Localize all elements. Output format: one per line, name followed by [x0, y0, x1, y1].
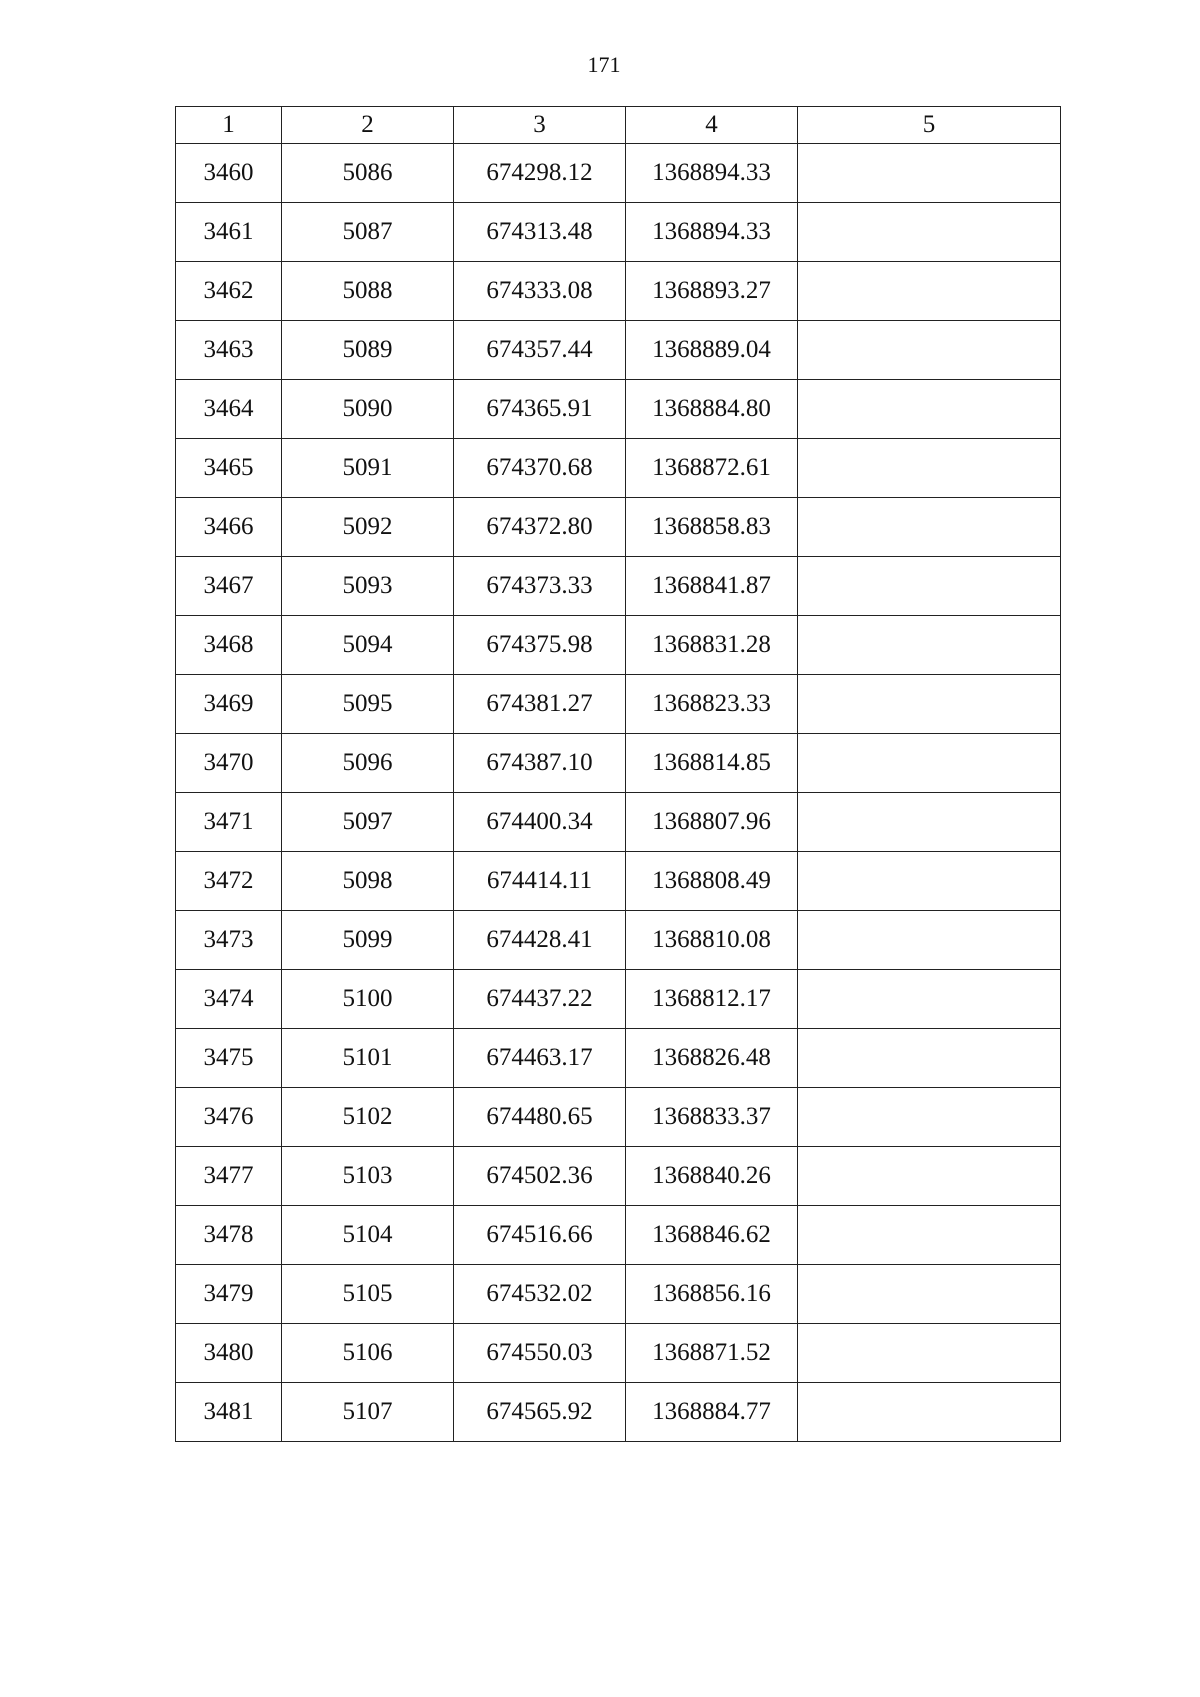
table-cell-col-3: 674565.92: [454, 1383, 626, 1442]
table-cell-col-2: 5092: [282, 498, 454, 557]
table-cell-col-1: 3467: [176, 557, 282, 616]
table-cell-col-2: 5097: [282, 793, 454, 852]
table-row: [176, 1383, 1061, 1442]
table-cell-col-3: 674437.22: [454, 970, 626, 1029]
table-cell-col-5: [798, 616, 1061, 675]
table-cell-col-3: 674375.98: [454, 616, 626, 675]
table-row: [176, 852, 1061, 911]
table-row: [176, 380, 1061, 439]
table-cell-col-5: [798, 675, 1061, 734]
table-cell-col-1: 3473: [176, 911, 282, 970]
table-cell-col-2: 5105: [282, 1265, 454, 1324]
table-cell-col-3: 674298.12: [454, 144, 626, 203]
table-cell-col-5: [798, 1029, 1061, 1088]
table-cell-col-3: 674480.65: [454, 1088, 626, 1147]
table-row: [176, 1088, 1061, 1147]
table-cell-col-5: [798, 380, 1061, 439]
table-cell-col-4: 1368833.37: [626, 1088, 798, 1147]
table-cell-col-1: 3463: [176, 321, 282, 380]
table-cell-col-2: 5107: [282, 1383, 454, 1442]
table-cell-col-4: 1368807.96: [626, 793, 798, 852]
table-cell-col-1: 3470: [176, 734, 282, 793]
header-cell-3: 3: [454, 107, 626, 144]
table-cell-col-1: 3481: [176, 1383, 282, 1442]
table-row: [176, 321, 1061, 380]
table-cell-col-3: 674365.91: [454, 380, 626, 439]
table-cell-col-1: 3480: [176, 1324, 282, 1383]
table-cell-col-1: 3471: [176, 793, 282, 852]
table-cell-col-1: 3475: [176, 1029, 282, 1088]
table-cell-col-3: 674550.03: [454, 1324, 626, 1383]
table-row: [176, 1265, 1061, 1324]
table-cell-col-5: [798, 203, 1061, 262]
table-cell-col-5: [798, 911, 1061, 970]
table-cell-col-2: 5098: [282, 852, 454, 911]
table-cell-col-2: 5093: [282, 557, 454, 616]
table-cell-col-1: 3466: [176, 498, 282, 557]
table-cell-col-4: 1368826.48: [626, 1029, 798, 1088]
table-row: [176, 675, 1061, 734]
table-cell-col-4: 1368858.83: [626, 498, 798, 557]
table-cell-col-4: 1368814.85: [626, 734, 798, 793]
coordinates-table: [175, 106, 1061, 1442]
table-cell-col-5: [798, 321, 1061, 380]
header-cell-5: 5: [798, 107, 1061, 144]
table-cell-col-4: 1368894.33: [626, 144, 798, 203]
table-cell-col-5: [798, 1265, 1061, 1324]
table-row: [176, 1206, 1061, 1265]
table-cell-col-3: 674357.44: [454, 321, 626, 380]
table-cell-col-5: [798, 144, 1061, 203]
table-cell-col-3: 674381.27: [454, 675, 626, 734]
table-cell-col-3: 674372.80: [454, 498, 626, 557]
table-cell-col-2: 5102: [282, 1088, 454, 1147]
table-cell-col-1: 3479: [176, 1265, 282, 1324]
table-cell-col-4: 1368840.26: [626, 1147, 798, 1206]
table-cell-col-4: 1368810.08: [626, 911, 798, 970]
table-row: [176, 1324, 1061, 1383]
table-cell-col-2: 5096: [282, 734, 454, 793]
table-cell-col-4: 1368841.87: [626, 557, 798, 616]
table-cell-col-2: 5106: [282, 1324, 454, 1383]
table-cell-col-5: [798, 557, 1061, 616]
table-cell-col-3: 674313.48: [454, 203, 626, 262]
table-cell-col-1: 3477: [176, 1147, 282, 1206]
table-cell-col-1: 3462: [176, 262, 282, 321]
table-cell-col-4: 1368823.33: [626, 675, 798, 734]
table-cell-col-5: [798, 439, 1061, 498]
table-cell-col-3: 674370.68: [454, 439, 626, 498]
table-cell-col-3: 674463.17: [454, 1029, 626, 1088]
header-cell-2: 2: [282, 107, 454, 144]
table-cell-col-4: 1368871.52: [626, 1324, 798, 1383]
table-cell-col-3: 674516.66: [454, 1206, 626, 1265]
table-cell-col-3: 674428.41: [454, 911, 626, 970]
table-row: [176, 203, 1061, 262]
table-cell-col-1: 3474: [176, 970, 282, 1029]
table-header: [176, 107, 1061, 144]
table-cell-col-2: 5088: [282, 262, 454, 321]
table-cell-col-1: 3478: [176, 1206, 282, 1265]
table-body: [176, 144, 1061, 1442]
table-cell-col-2: 5094: [282, 616, 454, 675]
table-cell-col-1: 3464: [176, 380, 282, 439]
table-cell-col-5: [798, 1088, 1061, 1147]
table-cell-col-4: 1368884.80: [626, 380, 798, 439]
table-cell-col-5: [798, 498, 1061, 557]
table-row: [176, 498, 1061, 557]
table-cell-col-1: 3472: [176, 852, 282, 911]
header-cell-4: 4: [626, 107, 798, 144]
table-cell-col-1: 3465: [176, 439, 282, 498]
table-cell-col-5: [798, 1206, 1061, 1265]
table-cell-col-1: 3460: [176, 144, 282, 203]
table-cell-col-3: 674387.10: [454, 734, 626, 793]
table-row: [176, 262, 1061, 321]
header-cell-1: 1: [176, 107, 282, 144]
table-cell-col-5: [798, 262, 1061, 321]
table-row: [176, 557, 1061, 616]
table-cell-col-1: 3476: [176, 1088, 282, 1147]
page-number: 171: [587, 52, 621, 77]
table-cell-col-4: 1368893.27: [626, 262, 798, 321]
table-cell-col-2: 5103: [282, 1147, 454, 1206]
table-row: [176, 616, 1061, 675]
table-cell-col-2: 5104: [282, 1206, 454, 1265]
table-cell-col-5: [798, 852, 1061, 911]
table-cell-col-3: 674333.08: [454, 262, 626, 321]
table-cell-col-1: 3468: [176, 616, 282, 675]
table-row: [176, 793, 1061, 852]
table-cell-col-2: 5101: [282, 1029, 454, 1088]
table-cell-col-1: 3461: [176, 203, 282, 262]
table-cell-col-3: 674532.02: [454, 1265, 626, 1324]
table-cell-col-5: [798, 1324, 1061, 1383]
table-cell-col-2: 5090: [282, 380, 454, 439]
table-cell-col-2: 5091: [282, 439, 454, 498]
table-cell-col-4: 1368856.16: [626, 1265, 798, 1324]
table-cell-col-5: [798, 970, 1061, 1029]
table-cell-col-4: 1368872.61: [626, 439, 798, 498]
table-cell-col-5: [798, 734, 1061, 793]
table-cell-col-4: 1368831.28: [626, 616, 798, 675]
table-cell-col-3: 674502.36: [454, 1147, 626, 1206]
table-cell-col-4: 1368846.62: [626, 1206, 798, 1265]
table-cell-col-3: 674373.33: [454, 557, 626, 616]
table-cell-col-2: 5100: [282, 970, 454, 1029]
table-cell-col-5: [798, 1383, 1061, 1442]
table-cell-col-2: 5099: [282, 911, 454, 970]
table-cell-col-4: 1368812.17: [626, 970, 798, 1029]
table-cell-col-4: 1368894.33: [626, 203, 798, 262]
table-cell-col-4: 1368884.77: [626, 1383, 798, 1442]
table-row: [176, 439, 1061, 498]
table-row: [176, 911, 1061, 970]
table-cell-col-2: 5087: [282, 203, 454, 262]
table-row: [176, 144, 1061, 203]
table-cell-col-2: 5089: [282, 321, 454, 380]
table-cell-col-2: 5086: [282, 144, 454, 203]
table-cell-col-3: 674400.34: [454, 793, 626, 852]
table-cell-col-3: 674414.11: [454, 852, 626, 911]
header-row: [176, 107, 1061, 144]
table-row: [176, 970, 1061, 1029]
table-cell-col-4: 1368889.04: [626, 321, 798, 380]
table-cell-col-4: 1368808.49: [626, 852, 798, 911]
table-row: [176, 1029, 1061, 1088]
table-row: [176, 1147, 1061, 1206]
table-cell-col-5: [798, 793, 1061, 852]
table-cell-col-2: 5095: [282, 675, 454, 734]
table-cell-col-5: [798, 1147, 1061, 1206]
table-row: [176, 734, 1061, 793]
table-cell-col-1: 3469: [176, 675, 282, 734]
